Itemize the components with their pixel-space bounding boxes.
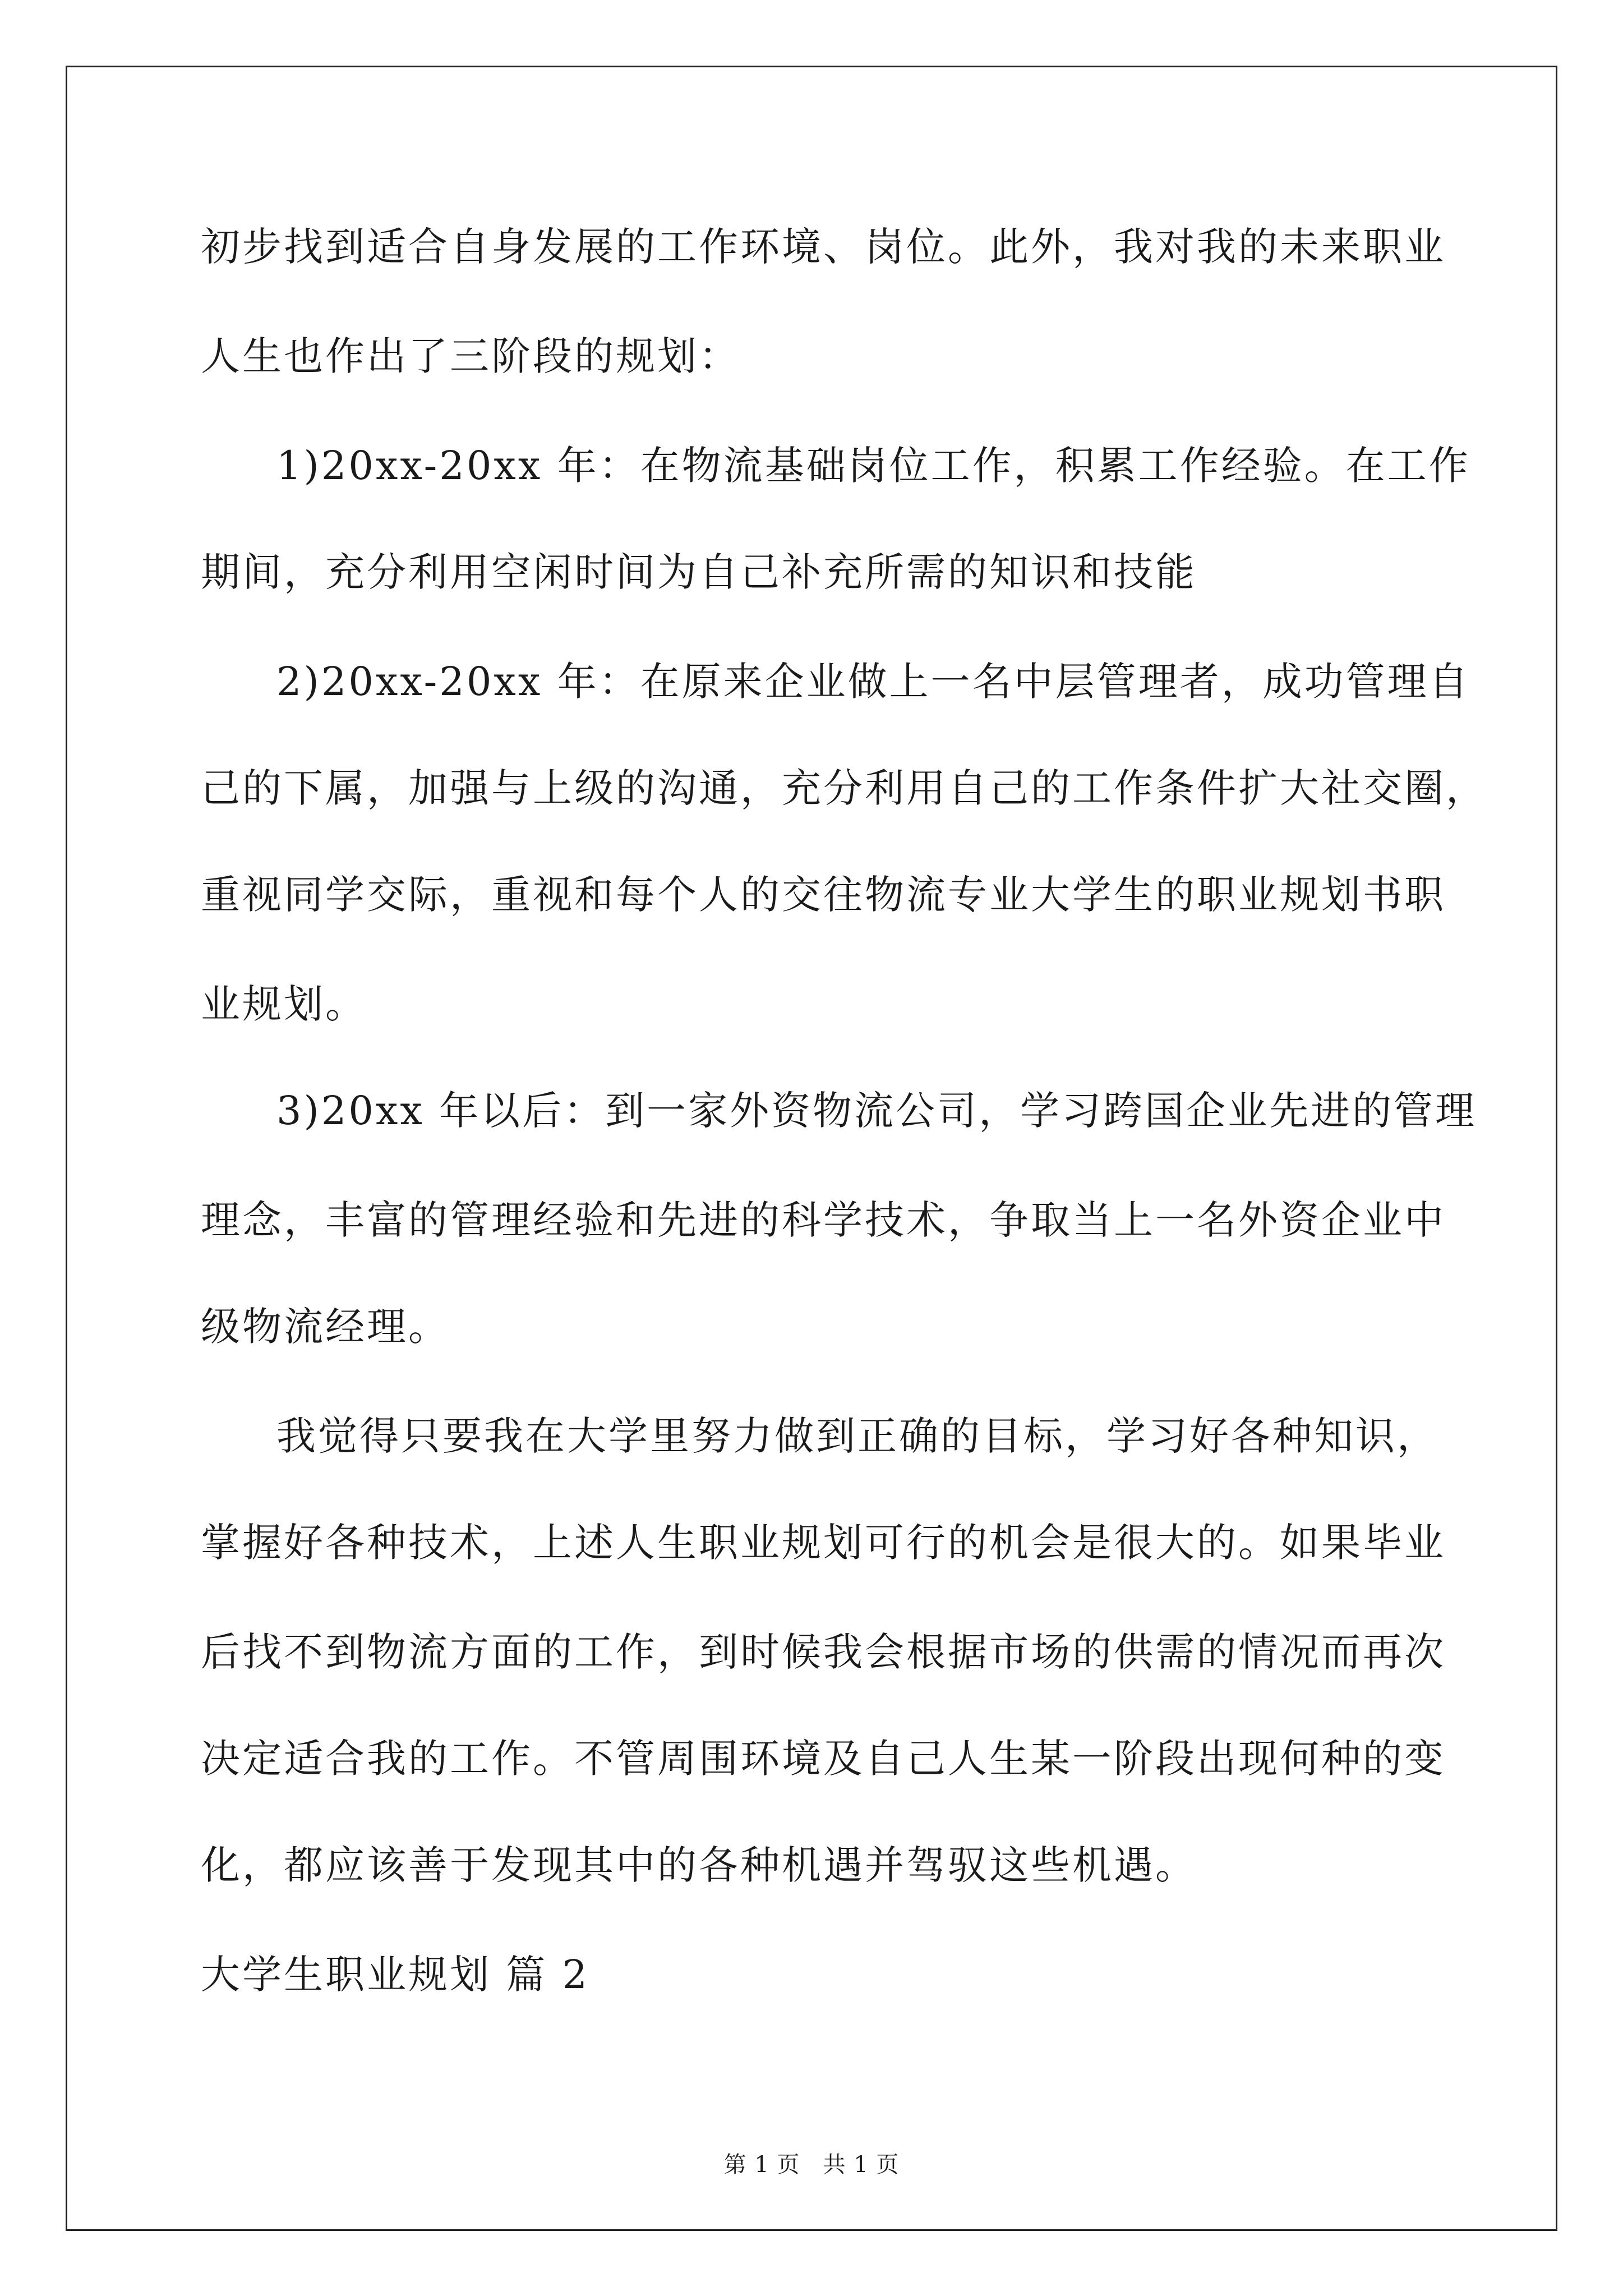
paragraph-line: 业规划。 — [201, 981, 367, 1027]
paragraph-line: 己的下属，加强与上级的沟通，充分利用自己的工作条件扩大社交圈， — [201, 765, 1487, 811]
paragraph-line: 期间，充分利用空闲时间为自己补充所需的知识和技能 — [201, 549, 1197, 595]
paragraph-line: 人生也作出了三阶段的规划： — [201, 333, 740, 379]
page-border — [66, 66, 1557, 2231]
list-item-line: 2)20xx-20xx 年：在原来企业做上一名中层管理者，成功管理自 — [276, 659, 1470, 705]
paragraph-line: 初步找到适合自身发展的工作环境、岗位。此外，我对我的未来职业 — [201, 224, 1446, 270]
list-item-line: 3)20xx 年以后：到一家外资物流公司，学习跨国企业先进的管理 — [276, 1088, 1477, 1134]
paragraph-line: 我觉得只要我在大学里努力做到正确的目标，学习好各种知识， — [276, 1413, 1438, 1459]
paragraph-line: 理念，丰富的管理经验和先进的科学技术，争取当上一名外资企业中 — [201, 1197, 1446, 1243]
paragraph-line: 级物流经理。 — [201, 1304, 450, 1350]
page-number-footer: 第 1 页 共 1 页 — [723, 2152, 900, 2178]
paragraph-line: 决定适合我的工作。不管周围环境及自己人生某一阶段出现何种的变 — [201, 1736, 1446, 1782]
paragraph-line: 掌握好各种技术，上述人生职业规划可行的机会是很大的。如果毕业 — [201, 1520, 1446, 1566]
paragraph-line: 化，都应该善于发现其中的各种机遇并驾驭这些机遇。 — [201, 1842, 1197, 1888]
list-item-line: 1)20xx-20xx 年：在物流基础岗位工作，积累工作经验。在工作 — [276, 443, 1470, 489]
paragraph-line: 后找不到物流方面的工作，到时候我会根据市场的供需的情况而再次 — [201, 1629, 1446, 1675]
paragraph-line: 重视同学交际，重视和每个人的交往物流专业大学生的职业规划书职 — [201, 872, 1446, 918]
section-heading: 大学生职业规划 篇 2 — [201, 1952, 590, 1998]
